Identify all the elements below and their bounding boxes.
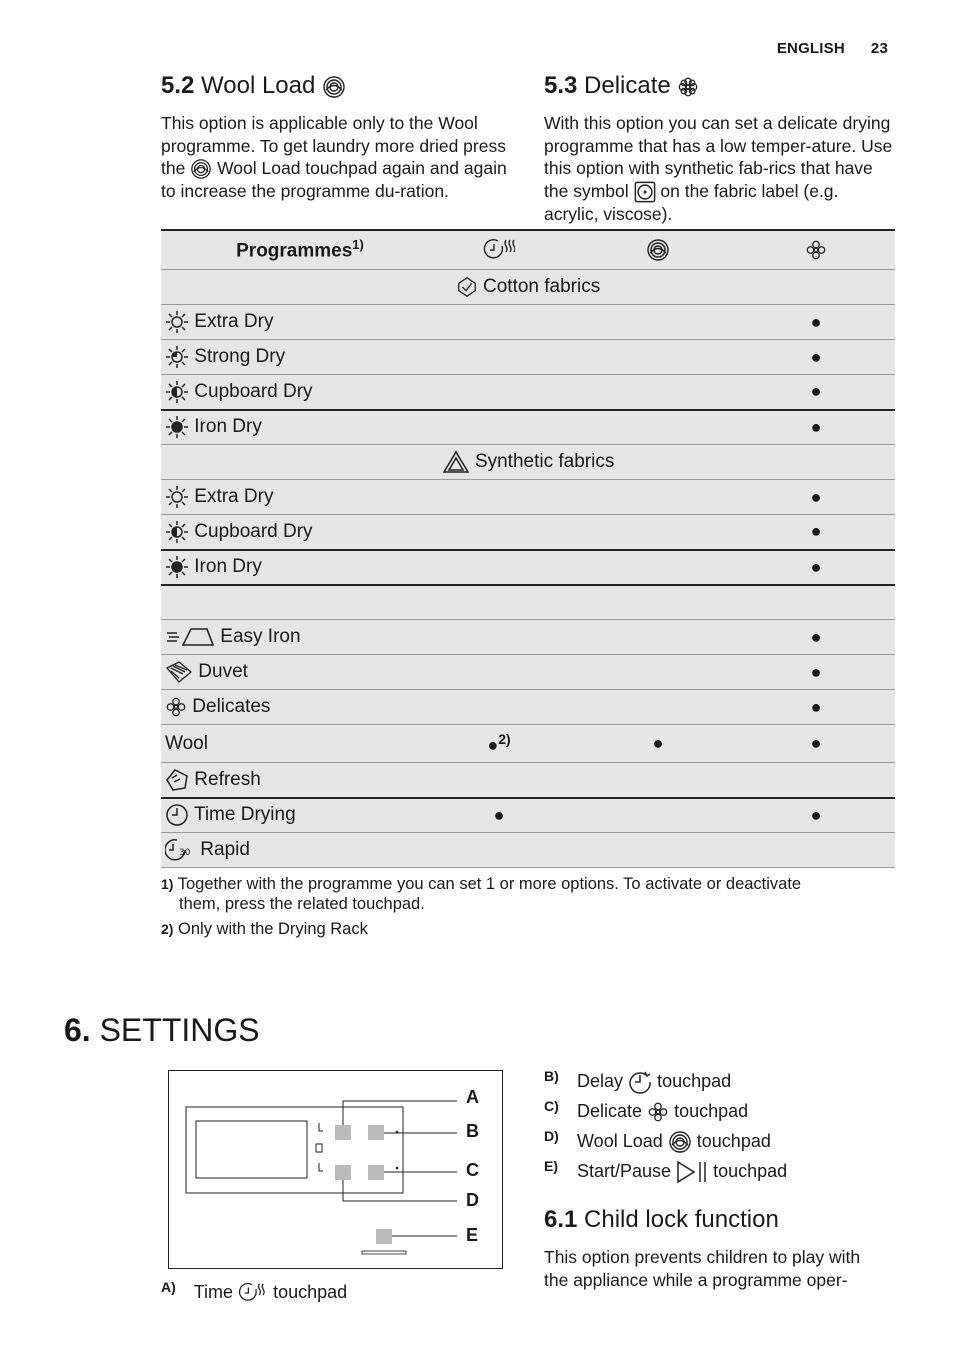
wool-load-text: This option is applicable only to the Wool programme. To get laundry more dried press the Wool Load touchpad again and again to increase the programme du-ration.	[161, 113, 507, 202]
flower-icon	[677, 76, 699, 98]
start-pause-touchpad[interactable]	[376, 1229, 392, 1244]
flower-icon	[647, 1101, 669, 1123]
cupboard-dry-icon	[165, 380, 189, 404]
table-row: Iron Dry ●	[161, 550, 895, 585]
delay-touchpad[interactable]	[368, 1125, 384, 1140]
delicate-text: With this option you can set a delicate drying programme that has a low temper-ature. Use this option with synthetic fab-rics that have the symbol on the fabric label (e.g. acrylic, viscose).	[544, 113, 893, 224]
table-header-row	[161, 230, 895, 270]
label-a: A	[466, 1087, 479, 1107]
table-spacer-row	[161, 585, 895, 620]
table-row: Extra Dry ●	[161, 305, 895, 340]
wool-load-touchpad[interactable]	[335, 1165, 351, 1180]
programmes-table	[161, 229, 895, 868]
page-number: 23	[870, 40, 888, 57]
wool-icon	[646, 238, 670, 262]
footnote-1: $^{1)}$ Together with the programme you can set 1 or more options. To activate or deactivate them, press the related touchpad.	[161, 875, 802, 913]
label-d: D	[466, 1190, 479, 1210]
cupboard-dry-icon	[165, 520, 189, 544]
wool-icon	[668, 1130, 692, 1154]
legend-c: C) Delicate touchpad	[544, 1096, 904, 1126]
legend-list	[544, 1066, 904, 1186]
delicate-section	[544, 72, 894, 225]
child-lock-text: This option prevents children to play with the appliance while a programme oper-	[544, 1247, 861, 1290]
settings-heading: 6. SETTINGS	[64, 1012, 260, 1048]
legend-e: E) Start/Pause touchpad	[544, 1156, 904, 1186]
svg-text:30: 30	[179, 848, 191, 858]
label-e: E	[466, 1225, 479, 1245]
control-panel-drawing	[169, 1071, 502, 1268]
legend-b: B) Delay touchpad	[544, 1066, 904, 1096]
table-row: Iron Dry ●	[161, 410, 895, 445]
table-row: Cupboard Dry ●	[161, 375, 895, 410]
wool-icon	[190, 158, 212, 180]
time-icon	[238, 1281, 268, 1305]
time-icon	[483, 237, 515, 263]
child-lock-section	[544, 1206, 904, 1291]
extra-dry-icon	[165, 485, 189, 509]
wool-load-section	[161, 72, 511, 203]
delicate-heading: 5.3 Delicate	[544, 72, 894, 100]
wool-load-heading: 5.2 Wool Load	[161, 72, 511, 100]
easy-iron-icon	[165, 625, 215, 649]
duvet-icon	[165, 660, 193, 684]
clock-icon	[165, 803, 189, 827]
table-row: Duvet ●	[161, 655, 895, 690]
table-row: Delicates ●	[161, 690, 895, 725]
strong-dry-icon	[165, 345, 189, 369]
tumble-dry-low-icon	[634, 181, 656, 203]
table-row: Refresh	[161, 763, 895, 798]
label-b: B	[466, 1121, 479, 1141]
legend-d: D) Wool Load touchpad	[544, 1126, 904, 1156]
legend-a: A) Time touchpad	[161, 1277, 347, 1307]
child-lock-heading: 6.1 Child lock function	[544, 1206, 779, 1233]
table-row: Cupboard Dry ●	[161, 515, 895, 550]
control-panel-diagram	[168, 1070, 503, 1269]
delay-icon	[628, 1070, 652, 1094]
synthetic-icon	[442, 450, 470, 474]
table-row: Strong Dry ●	[161, 340, 895, 375]
iron-dry-icon	[165, 555, 189, 579]
table-row: 30 Rapid	[161, 833, 895, 868]
wool-icon	[322, 75, 346, 99]
table-row: Time Drying ● ●	[161, 798, 895, 833]
delicate-touchpad[interactable]	[368, 1165, 384, 1180]
synthetic-group-label: Synthetic fabrics	[161, 445, 895, 480]
wool-option-header	[579, 230, 737, 270]
label-c: C	[466, 1160, 479, 1180]
page-header	[751, 40, 888, 57]
time-touchpad[interactable]	[335, 1125, 351, 1140]
footnote-2: $^{2)}$ Only with the Drying Rack	[161, 920, 368, 938]
table-row: Wool ●$^{2)}$ ● ●	[161, 725, 895, 763]
time-option-header	[419, 230, 579, 270]
rapid-icon	[165, 838, 195, 862]
table-row: Easy Iron ●	[161, 620, 895, 655]
table-row: Extra Dry ●	[161, 480, 895, 515]
cotton-group-row	[161, 270, 895, 305]
flower-icon	[805, 239, 827, 261]
flower-icon	[165, 696, 187, 718]
delicate-option-header	[737, 230, 895, 270]
extra-dry-icon	[165, 310, 189, 334]
programmes-header: Programmes$^{1)}$	[161, 230, 419, 270]
cotton-group-label: Cotton fabrics	[161, 270, 895, 305]
refresh-icon	[165, 768, 189, 792]
language-label: ENGLISH	[776, 40, 845, 57]
play-pause-icon	[676, 1160, 708, 1184]
synthetic-group-row	[161, 445, 895, 480]
cotton-icon	[456, 276, 478, 298]
iron-dry-icon	[165, 415, 189, 439]
